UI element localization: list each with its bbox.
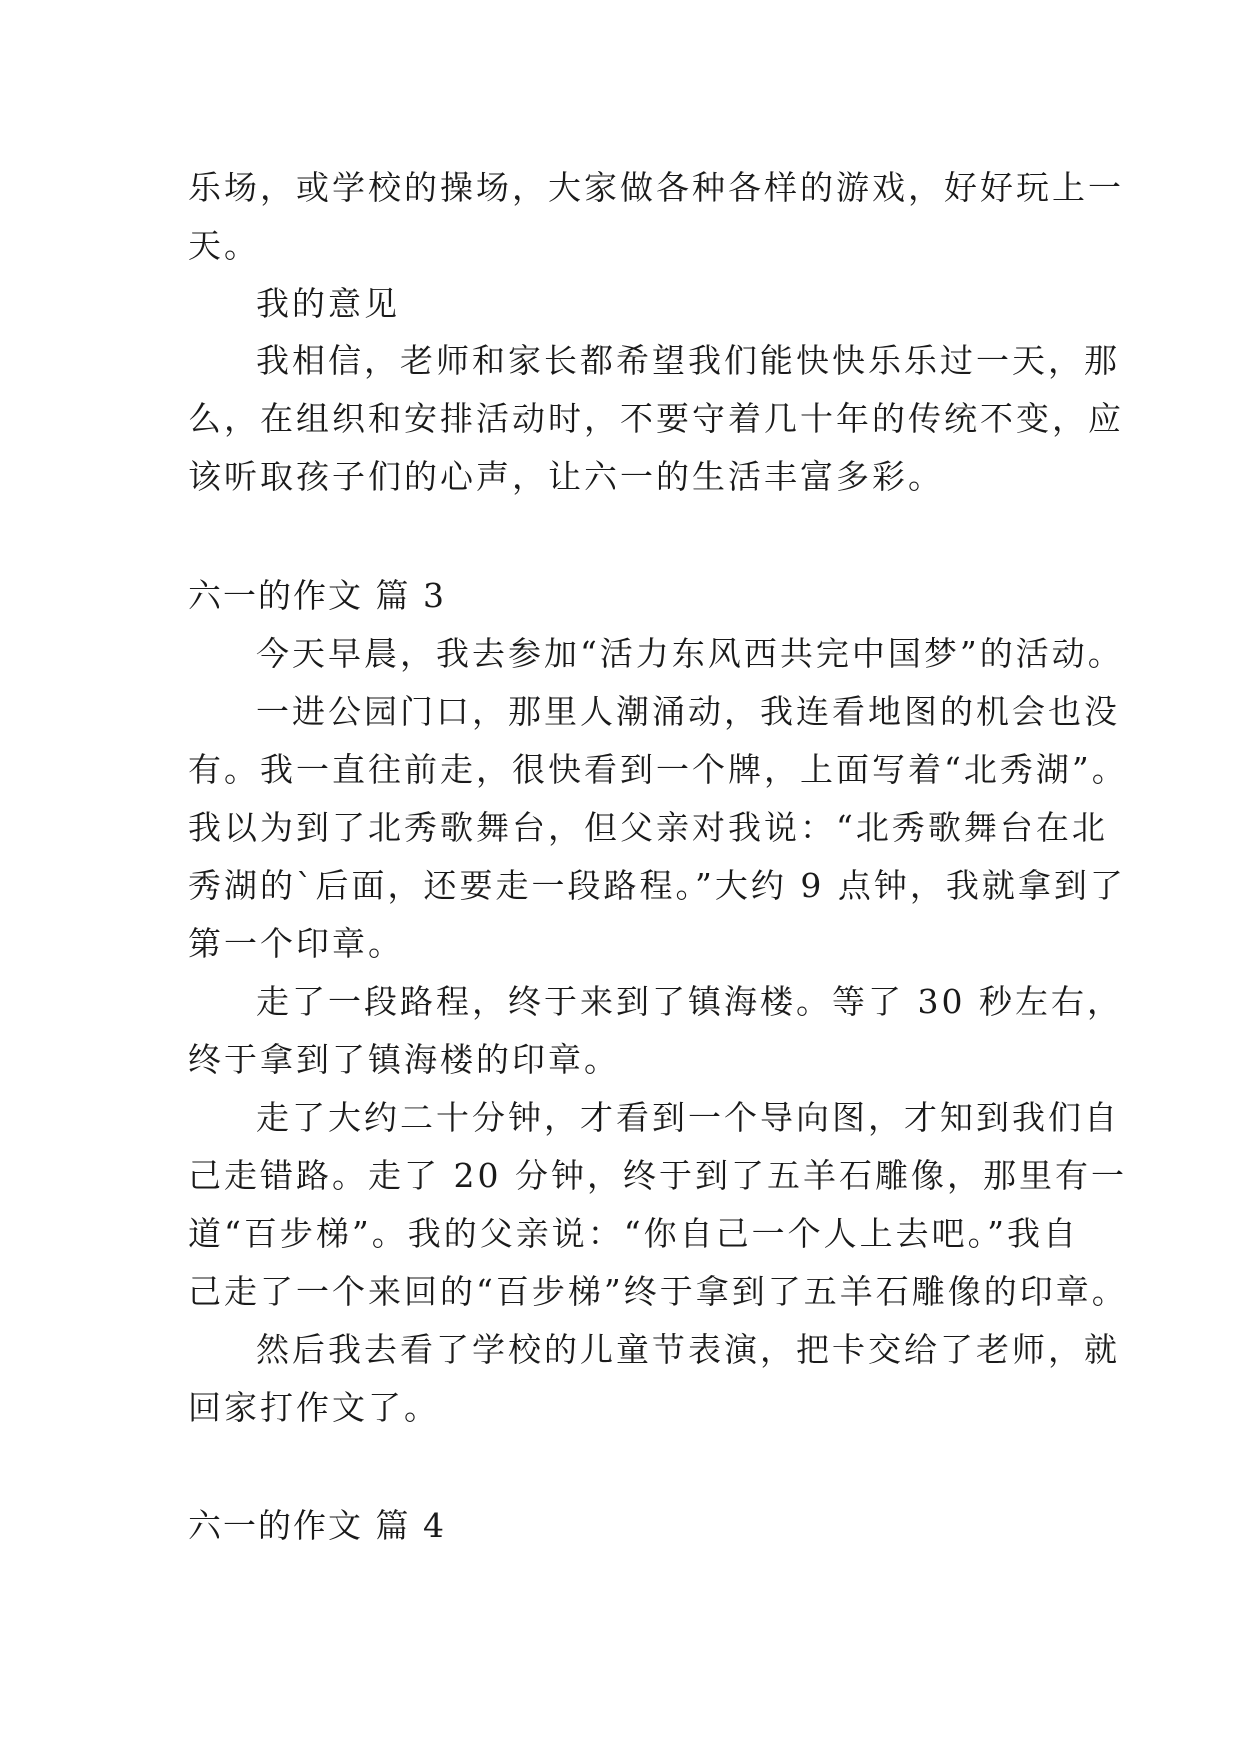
paragraph-line: 己走了一个来回的“百步梯”终于拿到了五羊石雕像的印章。 [188, 1272, 1128, 1311]
paragraph-line: 有。我一直往前走，很快看到一个牌，上面写着“北秀湖”。 [188, 750, 1128, 789]
paragraph-line: 一进公园门口，那里人潮涌动，我连看地图的机会也没 [256, 692, 1120, 731]
paragraph-line: 回家打作文了。 [188, 1388, 440, 1427]
paragraph-line: 我相信，老师和家长都希望我们能快快乐乐过一天，那 [256, 341, 1120, 380]
section-subtitle: 我的意见 [256, 284, 400, 323]
paragraph-line: 走了一段路程，终于来到了镇海楼。等了 30 秒左右， [256, 982, 1123, 1021]
paragraph-line: 天。 [188, 226, 260, 265]
paragraph-line: 今天早晨，我去参加“活力东风西共完中国梦”的活动。 [256, 634, 1124, 673]
paragraph-line: 该听取孩子们的心声，让六一的生活丰富多彩。 [188, 457, 944, 496]
paragraph-line: 么，在组织和安排活动时，不要守着几十年的传统不变，应 [188, 399, 1124, 438]
paragraph-line: 我以为到了北秀歌舞台，但父亲对我说：“北秀歌舞台在北 [188, 808, 1108, 847]
paragraph-line: 道“百步梯”。我的父亲说：“你自己一个人上去吧。”我自 [188, 1214, 1079, 1253]
paragraph-line: 第一个印章。 [188, 924, 404, 963]
paragraph-line: 己走错路。走了 20 分钟，终于到了五羊石雕像，那里有一 [188, 1156, 1127, 1195]
paragraph-line: 乐场，或学校的操场，大家做各种各样的游戏，好好玩上一 [188, 168, 1124, 207]
paragraph-line: 走了大约二十分钟，才看到一个导向图，才知到我们自 [256, 1098, 1120, 1137]
paragraph-line: 秀湖的`后面，还要走一段路程。”大约 9 点钟，我就拿到了 [188, 866, 1126, 905]
essay-heading: 六一的作文 篇 4 [188, 1506, 446, 1545]
paragraph-line: 然后我去看了学校的儿童节表演，把卡交给了老师，就 [256, 1330, 1120, 1369]
paragraph-line: 终于拿到了镇海楼的印章。 [188, 1040, 620, 1079]
essay-heading: 六一的作文 篇 3 [188, 576, 446, 615]
